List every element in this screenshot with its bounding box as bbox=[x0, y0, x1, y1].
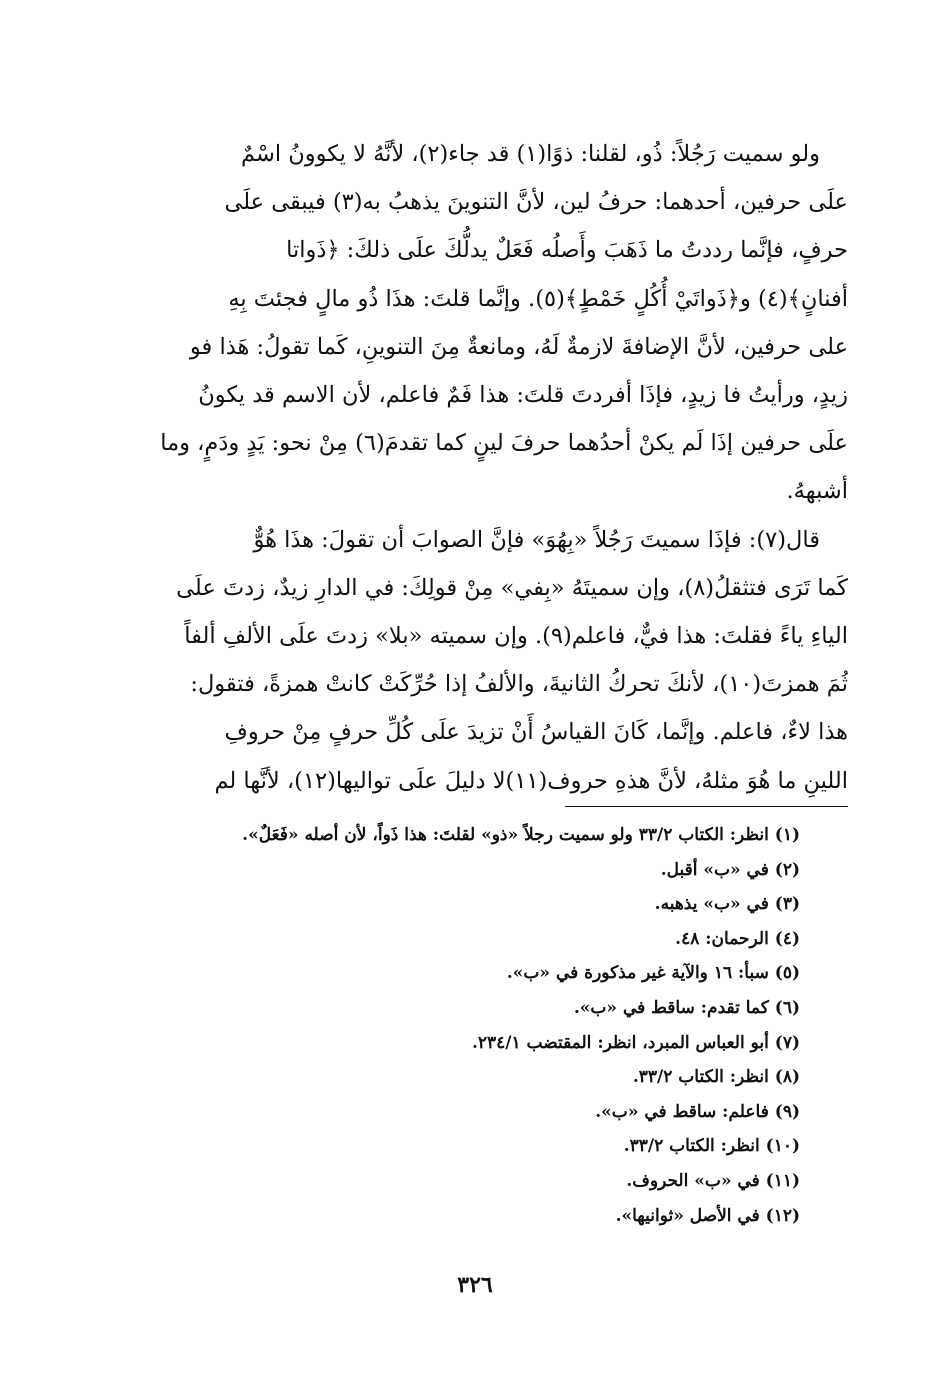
page-number: ٣٢٦ bbox=[457, 1272, 493, 1298]
footnote: (١٠) انظر: الكتاب ٣٣/٢. bbox=[623, 1136, 800, 1157]
main-text bbox=[118, 130, 848, 805]
text-line: ولو سميت رَجُلاً: ذُو، لقلنا: ذوًا(١) قد جاء(٢)، لأنَّهُ لا يكوونُ اسْمٌ bbox=[241, 141, 820, 167]
text-line: كَما تَرَى فتثقلُ(٨)، وإن سميتَهُ «بِفي» مِنْ قولِكَ: في الدارِ زيدٌ، زدتَ علَى bbox=[176, 574, 848, 601]
footnote: (٨) انظر: الكتاب ٣٣/٢. bbox=[632, 1067, 800, 1088]
footnote: (١١) في «ب» الحروف. bbox=[626, 1170, 800, 1191]
text-line: علَى حرفين، أحدهما: حرفُ لين، لأنَّ التنوينَ يذهبُ به(٣) فيبقى علَى bbox=[224, 189, 848, 216]
footnote: (٤) الرحمان: ٤٨. bbox=[675, 928, 800, 949]
text-line: حرفٍ، فإنَّما رددتُ ما ذَهَبَ وأَصلُه فَعَلٌ يدلُّكَ علَى ذلكَ: ﴿ذَواتا bbox=[286, 237, 848, 264]
text-line: قال(٧): فإذَا سميتَ رَجُلاً «بِهُوَ» فإنَّ الصوابَ أن تقولَ: هذَا هُوٌّ bbox=[253, 526, 820, 553]
footnote: (٧) أبو العباس المبرد، انظر: المقتضب ٢٣٤/١. bbox=[471, 1032, 800, 1053]
text-line: الياءِ ياءً فقلتَ: هذا فيٌّ، فاعلم(٩). وإن سميته «بلا» زدتَ علَى الألفِ ألفاً bbox=[184, 623, 848, 650]
text-line: ثُمَ همزتَ(١٠)، لأنكَ تحركُ الثانيةَ، والألفُ إذا حُرِّكَتْ كانتْ همزةً، فتقول: bbox=[190, 671, 848, 698]
footnotes bbox=[118, 818, 818, 1233]
text-line: أفنانٍ﴾(٤) و﴿ذَواتَيْ أُكُلٍ خَمْطٍ﴾(٥). وإنَّما قلتَ: هذَا ذُو مالٍ فجئتَ بِهِ bbox=[228, 285, 848, 312]
text-line: على حرفين، لأنَّ الإضافةَ لازمةٌ لَهُ، ومانعةٌ مِنَ التنوينِ، كَما تقولُ: هَذا فو bbox=[189, 333, 848, 360]
text-line: أشبههُ. bbox=[786, 478, 848, 505]
text-line: اللينِ ما هُوَ مثلهُ، لأنَّ هذهِ حروف(١١)لا دليلَ علَى تواليها(١٢)، لأنَّها لم bbox=[214, 767, 848, 794]
footnote: (١٢) في الأصل «ثوانيها». bbox=[615, 1205, 800, 1226]
footnote: (٩) فاعلم: ساقط في «ب». bbox=[595, 1101, 800, 1122]
text-line: هذا لاءٌ، فاعلم. وإنَّما، كَانَ القياسُ أَنْ تزيدَ علَى كُلِّ حرفٍ مِنْ حروفِ bbox=[224, 719, 848, 746]
footnote: (٢) في «ب» أقبل. bbox=[660, 859, 800, 880]
footnote: (١) انظر: الكتاب ٣٣/٢ ولو سميت رجلاً «ذو» لقلتَ: هذا ذَواً، لأن أصله «فَعَلٌ». bbox=[242, 825, 800, 845]
footnote: (٦) كما تقدم: ساقط في «ب». bbox=[573, 997, 800, 1018]
text-line: علَى حرفين إذَا لَم يكنْ أحدُهما حرفَ لينٍ كما تقدمَ(٦) مِنْ نحو: يَدٍ ودَمٍ، وما bbox=[160, 430, 848, 457]
text-line: زيدٍ، ورأيتُ فا زيدٍ، فإذَا أفردتَ قلتَ: هذا فَمٌ فاعلم، لأن الاسم قد يكونُ bbox=[198, 382, 848, 409]
footnote-separator bbox=[565, 806, 848, 807]
footnote: (٥) سبأ: ١٦ والآية غير مذكورة في «ب». bbox=[506, 963, 800, 984]
footnote: (٣) في «ب» يذهبه. bbox=[654, 894, 800, 915]
